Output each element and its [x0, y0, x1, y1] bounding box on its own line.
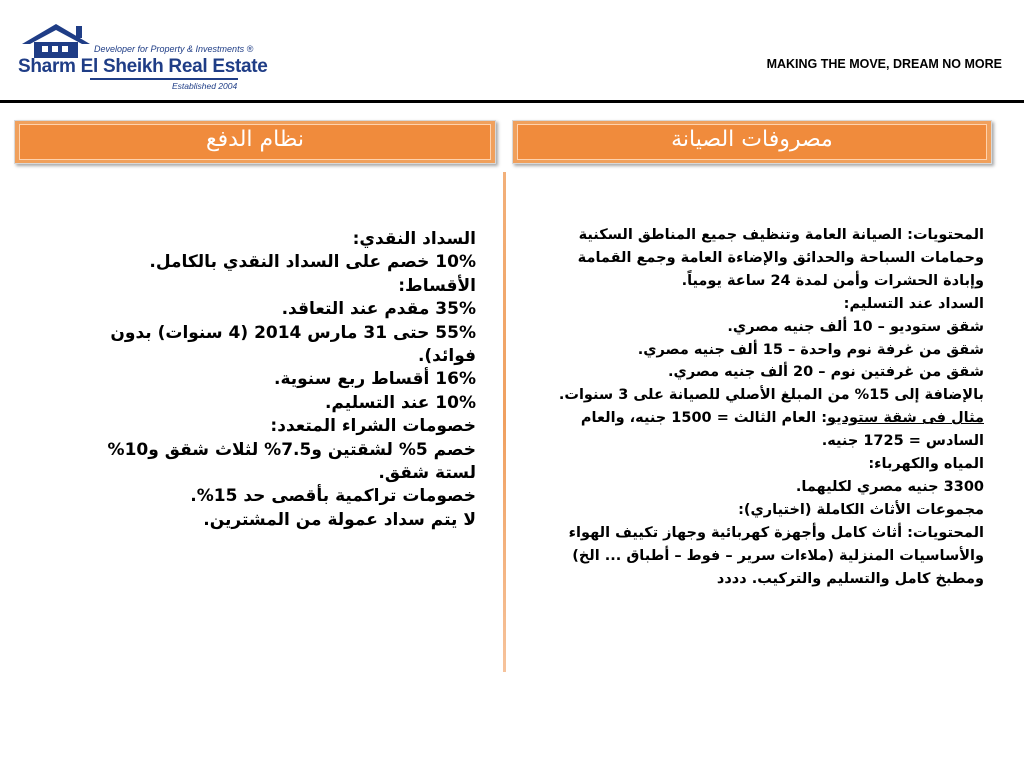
payment-details [70, 228, 476, 532]
payment-system-header [14, 120, 496, 164]
payment-system-title: نظام الدفع [19, 124, 491, 160]
on-delivery-line: 10% عند التسليم. [324, 392, 476, 413]
company-logo [14, 22, 268, 94]
maintenance-fees-header [512, 120, 992, 164]
maintenance-details [548, 224, 984, 591]
cumulative-discount-line: خصومات تراكمية بأقصى حد 15%. [190, 486, 476, 507]
brand-tagline: Developer for Property & Investments ® [94, 44, 254, 54]
header-divider [0, 100, 1024, 103]
cash-payment-heading: السداد النقدي: [352, 229, 476, 249]
one-bedroom-fee-line: شقق من غرفة نوم واحدة – 15 ألف جنيه مصري. [637, 341, 984, 358]
furniture-contents: المحتويات: أثاث كامل وأجهزة كهربائية وجهاز تكييف الهواء والأساسيات المنزلية (ملاءات سرير – فوط – أطباق ... الخ) ومطبخ كامل والتسليم والتركيب. دددد [568, 524, 984, 587]
column-divider [503, 172, 506, 672]
cash-discount-line: 10% خصم على السداد النقدي بالكامل. [149, 252, 476, 273]
interest-free-line: 55% حتى 31 مارس 2014 (4 سنوات) بدون فوائد). [110, 322, 476, 367]
studio-fee-line: شقق ستوديو – 10 ألف جنيه مصري. [727, 318, 984, 335]
established-note: Established 2004 [172, 81, 238, 91]
utilities-fee-line: 3300 جنيه مصري لكليهما. [795, 478, 984, 495]
furniture-heading: مجموعات الأثاث الكاملة (اختياري): [738, 501, 984, 518]
maintenance-contents: المحتويات: الصيانة العامة وتنظيف جميع المناطق السكنية وحمامات السباحة والحدائق والإضاءة العامة وجمع القمامة وإبادة الحشرات وأمن لمدة 24 ساعة يومياً. [577, 227, 984, 289]
down-payment-line: 35% مقدم عند التعاقد. [281, 299, 476, 320]
quarterly-installments-line: 16% أقساط ربع سنوية. [273, 369, 476, 390]
two-bedroom-fee-line: شقق من غرفتين نوم – 20 ألف جنيه مصري. [668, 364, 984, 381]
studio-example-line [548, 407, 984, 453]
installments-heading: الأقساط: [398, 275, 476, 296]
delivery-payment-heading: السداد عند التسليم: [843, 295, 984, 312]
multi-purchase-discount-line: خصم 5% لشقتين و7.5% لثلاث شقق و10% لستة شقق. [107, 439, 476, 484]
page-tagline: MAKING THE MOVE, DREAM NO MORE [766, 57, 1002, 71]
example-text: : العام الثالث = 1500 جنيه، والعام السادس = 1725 جنيه. [580, 410, 984, 450]
maintenance-fees-title: مصروفات الصيانة [517, 124, 987, 160]
multi-purchase-heading: خصومات الشراء المتعدد: [270, 416, 476, 437]
example-label: مثال فى شقة ستوديو [827, 410, 984, 427]
no-commission-line: لا يتم سداد عمولة من المشترين. [203, 509, 476, 530]
utilities-heading: المياه والكهرباء: [868, 456, 984, 473]
logo-rule [90, 78, 238, 80]
extra-maintenance-line: بالإضافة إلى 15% من المبلغ الأصلي للصيانة على 3 سنوات. [558, 387, 984, 404]
brand-name: Sharm El Sheikh Real Estate [18, 56, 268, 77]
